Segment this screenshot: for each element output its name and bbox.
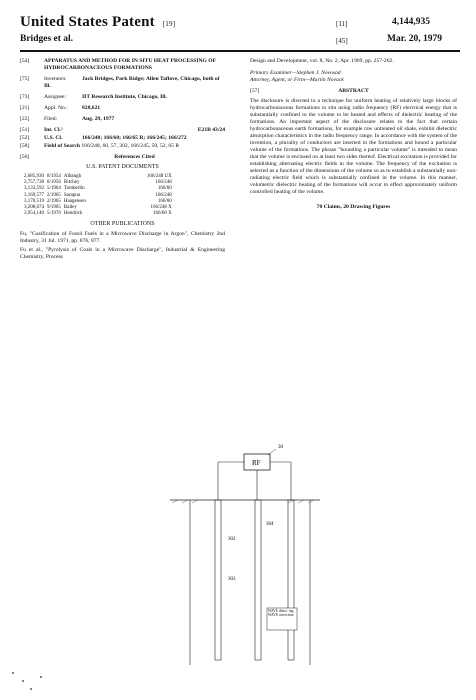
ref-date: 8/1954 xyxy=(47,174,61,179)
appl-value: 828,621 xyxy=(82,105,101,111)
patent-documents-heading: U.S. PATENT DOCUMENTS xyxy=(86,164,159,170)
ref-number: 3,169,577 xyxy=(24,192,44,198)
filed-value: Aug. 29, 1977 xyxy=(82,116,115,122)
ref-date: 5/1976 xyxy=(47,211,61,217)
other-publications-heading: OTHER PUBLICATIONS xyxy=(90,221,155,228)
annotation-text-container xyxy=(268,609,296,629)
ref-date: 5/1964 xyxy=(47,186,61,192)
scan-speck xyxy=(12,672,14,674)
search-value: 166/248, 60, 57, 302, 166/245, 50, 52, 65 R xyxy=(81,143,180,149)
patent-drawing-figure xyxy=(170,440,320,670)
title-code: [19] xyxy=(162,20,176,28)
ref-date: 2/1965 xyxy=(47,198,61,204)
field-int-cl: [51] Int. Cl.² E21B 43/24 xyxy=(20,127,225,133)
ref-number: 3,133,592 xyxy=(24,186,44,192)
scan-speck xyxy=(30,688,32,690)
left-column xyxy=(20,58,225,261)
field-appl-no: [21] Appl. No.: 828,621 xyxy=(20,105,101,111)
publication-2: Fu et al., "Pyrolysis of Coals in a Microwave Discharge", Industrial & Engineering Chemistry, Process xyxy=(20,247,225,261)
claims-summary: 70 Claims, 20 Drawing Figures xyxy=(316,204,391,210)
inventor-short: Bridges et al. xyxy=(20,34,74,44)
ref-name: Albaugh xyxy=(63,174,82,179)
scan-speck xyxy=(40,676,42,678)
field-us-cl: [52] U.S. Cl. 166/248; 166/60; 166/65 R; 166/245; 166/272 xyxy=(20,135,187,141)
ref-number: 3,954,140 xyxy=(24,211,44,217)
invention-title: APPARATUS AND METHOD FOR IN SITU HEAT PROCESSING OF HYDROCARBONACEOUS FORMATIONS xyxy=(44,58,216,71)
ref-date: 2/1965 xyxy=(47,192,61,198)
patent-number-code: [11] xyxy=(336,20,348,28)
date-code: [45] xyxy=(336,37,348,45)
primary-examiner: Primary Examiner—Stephen J. Novosad xyxy=(250,70,341,76)
ref-class: 166/248 xyxy=(155,192,172,198)
ref-class: 166/248 UX xyxy=(146,174,172,179)
patent-office-title: United States Patent [19] xyxy=(20,14,176,30)
ref-class: 166/248 X xyxy=(150,205,172,211)
ref-name: Hendrick xyxy=(63,211,83,217)
publication-1: Fu, "Gasification of Fossil Fuels in a Microwave Discharge in Argon", Chemistry 2nd Industry, 31 Jul. 1971, pp. 876, 877. xyxy=(20,231,225,245)
ref-class: 166/60 xyxy=(157,198,172,204)
reference-row xyxy=(24,211,175,217)
ground-hatching xyxy=(172,500,314,503)
references-title: References Cited xyxy=(114,154,155,160)
header-rule xyxy=(20,50,460,52)
ref-label-top: 30 xyxy=(278,445,283,450)
field-title: [54] APPARATUS AND METHOD FOR IN SITU HEAT PROCESSING OF HYDROCARBONACEOUS FORMATIONS xyxy=(20,58,216,71)
us-cl-value: 166/248; 166/60; 166/65 R; 166/245; 166/272 xyxy=(82,135,187,141)
attorney: Attorney, Agent, or Firm—Martin Novack xyxy=(250,77,344,83)
right-column xyxy=(250,58,457,211)
abstract-heading: [57] ABSTRACT xyxy=(250,88,369,94)
ref-class: 166/60 xyxy=(157,186,172,192)
ref-label-a: 302 xyxy=(228,537,236,542)
borehole-right xyxy=(288,500,294,660)
ref-label-c: 304 xyxy=(266,522,274,527)
abstract-text: The disclosure is directed to a technique for uniform heating of relatively large blocks of hydrocarbonaceous formations in situ using radio frequency (RF) electrical energy that is substantially confined to the volume to be heated and effects of dielectric heating of the formations. An important aspect of the disclosure relates to the fact that certain hydrocarbonaceous earth formations, for example raw untreated oil shale, exhibit dielectric absorption characteristics in the radio frequency range. In accordance with the system of the invention, a plurality of conductors are inserted in the formations and bound a particular volume of the formations. The phrase "bounding a particular volume" is intended to mean that the volume is enclosed on at least two sides thereof. Electrical excitation is provided for establishing alternating electric fields in the volume. The frequency of the excitation is selected as a function of the dimensions of the volume so as to establish a substantially non-radiating electric field which is substantially confined in the volume. In this manner, volumetric dielectric heating of the formations will occur to effect approximately uniform controlled heating of the volume. xyxy=(250,98,457,195)
ref-number: 2,685,930 xyxy=(24,174,44,179)
assignee-value: IIT Research Institute, Chicago, Ill. xyxy=(82,94,167,100)
ref-name: Tomberlin xyxy=(63,186,85,192)
ref-name: Bailey xyxy=(63,205,77,211)
ref-class: 166/60 X xyxy=(153,211,172,217)
field-filed: [22] Filed: Aug. 29, 1977 xyxy=(20,116,115,122)
ref-date: 9/1965 xyxy=(47,205,61,211)
patent-date: Mar. 20, 1979 xyxy=(387,34,443,44)
ref-number: 2,757,738 xyxy=(24,180,44,186)
field-inventors: [75] Inventors: Jack Bridges, Park Ridge; Allen Taflove, Chicago, both of Ill. xyxy=(20,76,220,89)
scan-speck xyxy=(22,680,24,682)
ref-number: 3,208,674 xyxy=(24,205,44,211)
field-search: [58] Field of Search 166/248, 60, 57, 302, 166/245, 50, 52, 65 R xyxy=(20,143,180,149)
ref-label-b: 303 xyxy=(228,577,236,582)
borehole-left xyxy=(215,500,221,660)
inventors-value: Jack Bridges, Park Ridge; Allen Taflove, Chicago, both of Ill. xyxy=(44,76,220,89)
ref-number: 3,170,519 xyxy=(24,198,44,204)
borehole-center xyxy=(255,500,261,660)
patent-number: 4,144,935 xyxy=(392,17,430,27)
field-references: [56] References Cited xyxy=(20,154,225,161)
ref-name: Haagensen xyxy=(63,198,86,204)
ref-date: 8/1956 xyxy=(47,180,61,186)
ref-name: Sarapuu xyxy=(63,192,81,198)
rf-label: RF xyxy=(252,459,261,467)
field-assignee: [73] Assignee: IIT Research Institute, Chicago, Ill. xyxy=(20,94,167,100)
ref-class: 166/248 xyxy=(155,180,172,186)
references-table xyxy=(24,174,175,217)
leader-top xyxy=(268,449,276,455)
annotation-text: WAVE direct. ing WAVE correction xyxy=(268,609,294,618)
int-cl-value: E21B 43/24 xyxy=(197,127,225,133)
ref-name: Ritchey xyxy=(63,180,80,186)
publication-2-continued: Design and Development, vol. 8, No. 2, Apr. 1969, pp. 257-262. xyxy=(250,58,394,64)
